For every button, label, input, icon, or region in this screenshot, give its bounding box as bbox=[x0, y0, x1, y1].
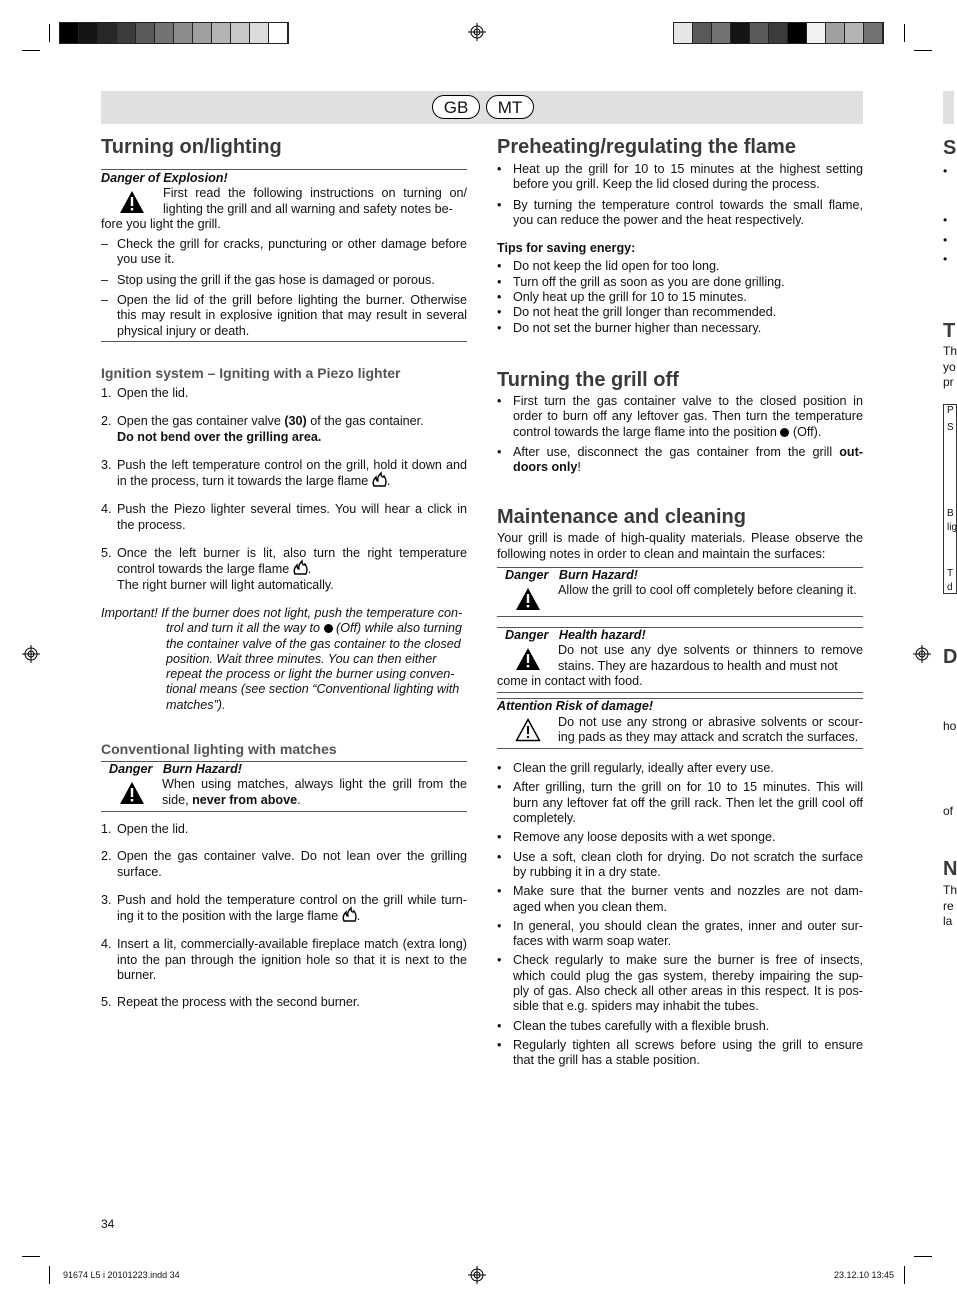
crop-mark bbox=[22, 1256, 40, 1257]
danger-heading: Danger Health hazard! bbox=[505, 628, 646, 643]
ignition-steps bbox=[101, 386, 467, 593]
warning-icon bbox=[119, 190, 145, 214]
important-note: Important! If the burner does not light, push the temperature con- trol and turn it all the way to (Off) while also turning the container valve of the gas container to the closed position. Wait three minutes. You can then either repeat the process or light the burner using conven- tional means (see section “Conventional lighting with matches”). bbox=[101, 605, 463, 712]
large-flame-icon bbox=[293, 561, 308, 575]
list-item: – Open the lid of the grill before lighting the burner. Otherwise this may result in explosive ignition that may result in several physical injury or death. bbox=[101, 293, 467, 339]
subsection-title: Conventional lighting with matches bbox=[101, 741, 337, 758]
list-item: 1. Open the lid. bbox=[101, 821, 189, 836]
crop-mark bbox=[914, 50, 932, 51]
list-item: • By turning the temperature control towards the small flame, you can reduce the power and the heat respectively. bbox=[497, 198, 863, 229]
subsection-title: Ignition system – Igniting with a Piezo lighter bbox=[101, 364, 401, 381]
crop-mark bbox=[914, 1256, 932, 1257]
next-page-fragment: D bbox=[943, 646, 957, 668]
danger-text-cont: fore you light the grill. bbox=[101, 216, 221, 231]
attention-text: Do not use any strong or abrasive solvents or scour- ing pads as they may attack and scratch the surfaces. bbox=[558, 714, 863, 744]
crop-mark bbox=[49, 24, 50, 42]
section-title: Turning the grill off bbox=[497, 368, 679, 391]
list-item: • After grilling, turn the grill on for 10 to 15 minutes. This will burn any leftover fat off the grill rack. Then let the grill cool off completely. bbox=[497, 780, 863, 826]
next-page-fragment: ho bbox=[943, 719, 957, 733]
list-item: • Use a soft, clean cloth for drying. Do not scratch the surface by rubbing it in a dry state. bbox=[497, 850, 863, 881]
header-band bbox=[101, 91, 863, 124]
next-page-fragment: la bbox=[943, 914, 953, 928]
off-dot-icon bbox=[780, 428, 789, 437]
registration-mark-icon bbox=[22, 645, 40, 663]
list-item: • Do not heat the grill longer than recommended. bbox=[497, 305, 863, 320]
next-page-fragment: B bbox=[947, 508, 954, 519]
list-item: • Heat up the grill for 10 to 15 minutes at the highest setting before you grill. Keep the lid closed during the process. bbox=[497, 162, 863, 193]
next-page-fragment: of bbox=[943, 804, 954, 818]
next-page-fragment: lig bbox=[947, 522, 957, 533]
list-item: 1. Open the lid. bbox=[101, 385, 189, 400]
crop-mark bbox=[22, 50, 40, 51]
warning-icon bbox=[515, 647, 541, 671]
conventional-steps bbox=[101, 822, 467, 1011]
color-bar-right bbox=[673, 22, 884, 44]
section-title: Maintenance and cleaning bbox=[497, 506, 746, 529]
next-page-fragment: S bbox=[947, 422, 954, 433]
tips-list bbox=[497, 259, 863, 335]
danger-text: Allow the grill to cool off completely before cleaning it. bbox=[558, 583, 857, 598]
list-item: • Do not keep the lid open for too long. bbox=[497, 259, 863, 274]
list-item: • Clean the tubes carefully with a flexible brush. bbox=[497, 1019, 863, 1034]
crop-mark bbox=[904, 24, 905, 42]
left-column bbox=[101, 135, 467, 1011]
crop-mark bbox=[904, 1266, 905, 1284]
list-item: 4. Push the Piezo lighter several times. You will hear a click in the process. bbox=[101, 502, 467, 532]
off-dot-icon bbox=[324, 624, 333, 633]
bullet-list bbox=[497, 162, 863, 228]
next-page-fragment: • bbox=[943, 164, 948, 178]
caution-icon bbox=[515, 718, 541, 742]
list-item: 4. Insert a lit, commercially-available fireplace match (extra long) into the pan through the ignition hole so that it is next to the burner. bbox=[101, 937, 467, 982]
tips-title: Tips for saving energy: bbox=[497, 241, 636, 256]
warning-icon bbox=[515, 587, 541, 611]
section-title: Preheating/regulating the flame bbox=[497, 136, 796, 158]
list-item: • Only heat up the grill for 10 to 15 minutes. bbox=[497, 290, 863, 305]
list-item: 5. Repeat the process with the second burner. bbox=[101, 995, 360, 1010]
lang-badge-gb: GB bbox=[432, 95, 480, 119]
danger-text: When using matches, always light the grill from the side, never from above. bbox=[162, 777, 467, 807]
list-item: • First turn the gas container valve to the closed position in order to burn off any leftover gas. Then turn the temperature control towards the large flame into the position (Off). bbox=[497, 394, 863, 440]
danger-text: First read the following instructions on turning on/ lighting the grill and all warning and safety notes be- bbox=[163, 186, 467, 216]
registration-mark-icon bbox=[468, 1266, 486, 1284]
list-item: 3. Push and hold the temperature control on the grill while turn- ing it to the position with the large flame . bbox=[101, 892, 467, 924]
lang-badge-mt: MT bbox=[486, 95, 534, 119]
page-number: 34 bbox=[101, 1217, 115, 1231]
attention-heading: Attention Risk of damage! bbox=[497, 699, 654, 714]
list-item: – Stop using the grill if the gas hose is damaged or porous. bbox=[101, 273, 467, 288]
list-item: • Regularly tighten all screws before using the grill to ensure that the grill has a stable position. bbox=[497, 1038, 863, 1069]
right-column bbox=[497, 135, 863, 1068]
list-item: • After use, disconnect the gas container from the grill out- doors only! bbox=[497, 445, 863, 476]
next-page-fragment: P bbox=[947, 405, 954, 416]
list-item: 3. Push the left temperature control on the grill, hold it down and in the process, turn it towards the large flame . bbox=[101, 457, 467, 489]
list-item: • Turn off the grill as soon as you are done grilling. bbox=[497, 275, 863, 290]
large-flame-icon bbox=[342, 908, 357, 922]
registration-mark-icon bbox=[913, 645, 931, 663]
list-item: • Check regularly to make sure the burner is free of insects, which could plug the gas system, thereby impairing the sup- ply of gas. Also check all other areas in this respect. It is pos- sible that e.g. spiders may inhabit the tubes. bbox=[497, 953, 863, 1014]
next-page-fragment: • bbox=[943, 252, 948, 266]
next-page-fragment: Th bbox=[943, 883, 957, 897]
list-item: • Remove any loose deposits with a wet sponge. bbox=[497, 830, 863, 845]
danger-heading: Danger Burn Hazard! bbox=[109, 762, 242, 777]
next-page-fragment: pr bbox=[943, 375, 954, 389]
next-page-fragment: d bbox=[947, 582, 953, 593]
next-page-fragment: yo bbox=[943, 360, 956, 374]
list-item: • In general, you should clean the grates, inner and outer sur- faces with warm soap water. bbox=[497, 919, 863, 950]
next-page-fragment: T bbox=[943, 320, 956, 342]
maintenance-list bbox=[497, 761, 863, 1068]
danger-heading: Danger of Explosion! bbox=[101, 171, 228, 185]
intro-text: Your grill is made of high-quality materials. Please observe the following notes in order to clean and maintain the surfaces: bbox=[497, 531, 863, 561]
list-item: 2. Open the gas container valve (30) of the gas container. Do not bend over the grilling area. bbox=[101, 414, 424, 444]
list-item: • Clean the grill regularly, ideally after every use. bbox=[497, 761, 863, 776]
file-info: 91674 L5 i 20101223.indd 34 bbox=[63, 1270, 180, 1280]
next-page-fragment: re bbox=[943, 899, 954, 913]
list-item: 5. Once the left burner is lit, also turn the right temperature control towards the large flame . The right burner will light automatically. bbox=[101, 546, 467, 592]
danger-text: Do not use any dye solvents or thinners to remove stains. They are hazardous to health and must not bbox=[558, 643, 863, 673]
color-bar-left bbox=[59, 22, 289, 44]
section-title: Turning on/lighting bbox=[101, 136, 282, 158]
next-page-fragment: • bbox=[943, 233, 948, 247]
next-page-fragment: S bbox=[943, 137, 957, 159]
list-item: 2. Open the gas container valve. Do not lean over the grilling surface. bbox=[101, 849, 467, 879]
timestamp: 23.12.10 13:45 bbox=[834, 1270, 895, 1280]
next-page-fragment: • bbox=[943, 213, 948, 227]
bullet-list bbox=[497, 394, 863, 475]
next-page-fragment: N bbox=[943, 858, 957, 880]
next-page-fragment: T bbox=[947, 568, 954, 579]
dash-list bbox=[101, 237, 467, 339]
header-band-next-page bbox=[943, 91, 954, 124]
list-item: • Do not set the burner higher than necessary. bbox=[497, 321, 863, 336]
danger-heading: Danger Burn Hazard! bbox=[505, 568, 638, 583]
danger-text-cont: come in contact with food. bbox=[497, 673, 643, 688]
list-item: – Check the grill for cracks, puncturing or other damage before you use it. bbox=[101, 237, 467, 268]
registration-mark-icon bbox=[468, 23, 486, 41]
crop-mark bbox=[49, 1266, 50, 1284]
warning-icon bbox=[119, 781, 145, 805]
large-flame-icon bbox=[372, 473, 387, 487]
next-page-fragment: Th bbox=[943, 344, 957, 358]
list-item: • Make sure that the burner vents and nozzles are not dam- aged when you clean them. bbox=[497, 884, 863, 915]
